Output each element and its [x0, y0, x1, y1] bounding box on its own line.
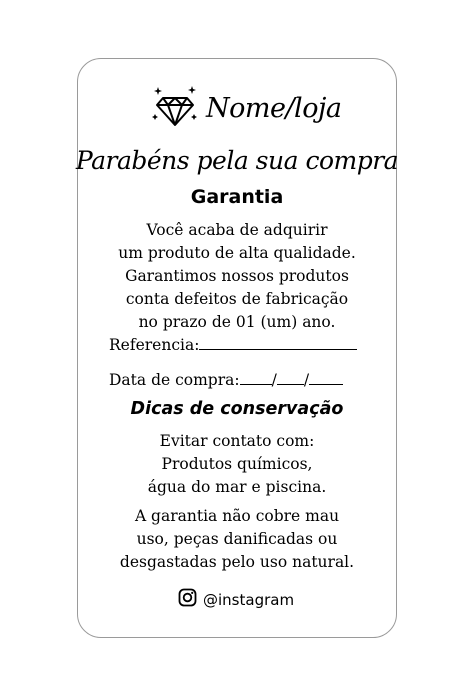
congrats-heading: Parabéns pela sua compra	[75, 146, 399, 175]
store-name: Nome/loja	[206, 92, 342, 124]
warranty-note-line: desgastadas pelo uso natural.	[119, 553, 355, 571]
diamond-icon	[152, 84, 198, 132]
instagram-icon	[178, 588, 197, 611]
warranty-title: Garantia	[190, 186, 284, 208]
warranty-note	[0, 505, 474, 574]
instagram-text: @instagram	[203, 590, 295, 609]
care-tip-line: Evitar contato com:	[159, 432, 315, 450]
care-tip-line: Produtos químicos,	[161, 455, 313, 473]
warranty-note-line: uso, peças danificadas ou	[136, 530, 338, 548]
date-separator: /	[303, 371, 310, 389]
warranty-line: Garantimos nossos produtos	[125, 267, 349, 285]
warranty-line: no prazo de 01 (um) ano.	[138, 313, 336, 331]
reference-field	[109, 336, 357, 354]
year-blank-line[interactable]	[309, 383, 343, 385]
month-blank-line[interactable]	[277, 383, 304, 385]
brand-header	[152, 84, 341, 132]
warranty-text	[0, 219, 474, 334]
warranty-line: conta defeitos de fabricação	[125, 290, 349, 308]
instagram-handle[interactable]	[178, 588, 294, 611]
date-separator: /	[271, 371, 277, 389]
reference-label: Referencia:	[109, 336, 200, 354]
warranty-line: um produto de alta qualidade.	[118, 244, 356, 262]
care-tips-title: Dicas de conservação	[130, 399, 344, 419]
warranty-note-line: A garantia não cobre mau	[134, 507, 340, 525]
reference-blank-line[interactable]	[199, 348, 357, 350]
care-tips-text	[0, 430, 474, 499]
care-tip-line: água do mar e piscina.	[147, 478, 327, 496]
warranty-line: Você acaba de adquirir	[146, 221, 328, 239]
purchase-date-label: Data de compra:	[109, 371, 240, 389]
purchase-date-field	[109, 371, 343, 389]
day-blank-line[interactable]	[240, 383, 272, 385]
